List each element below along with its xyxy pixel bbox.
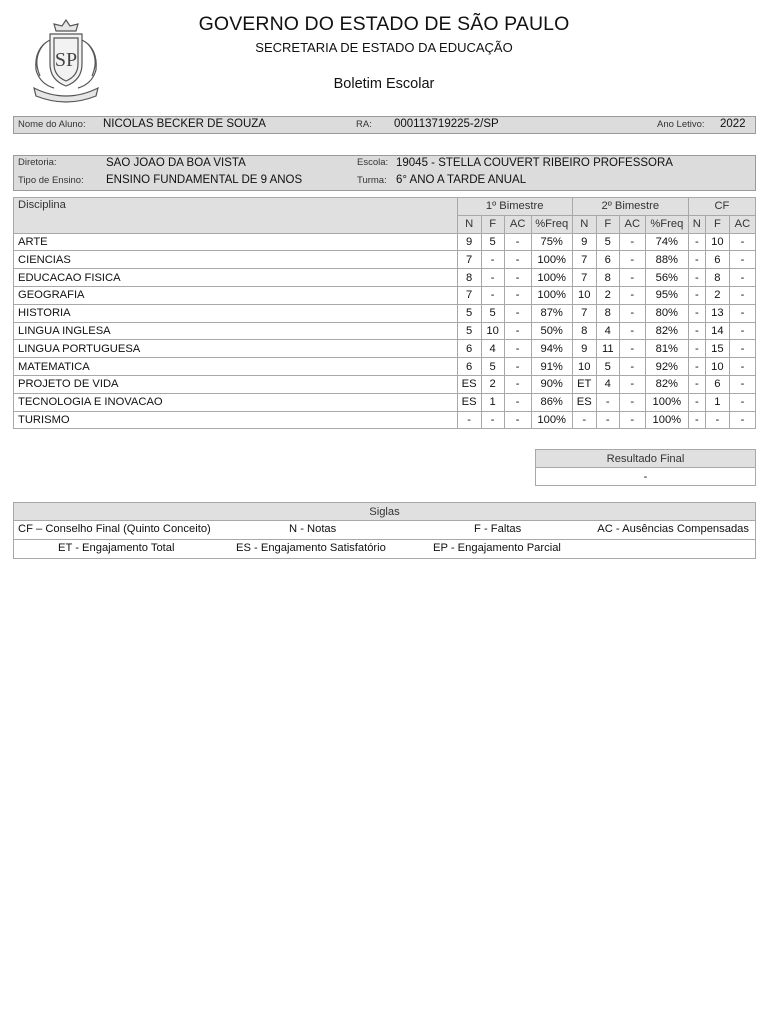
grade-cell: 100% [645,393,688,411]
grade-cell: 8 [457,269,481,287]
grade-cell: - [729,233,755,251]
subject-name: TURISMO [14,411,458,429]
grade-cell: - [504,304,531,322]
grade-cell: 100% [531,411,572,429]
final-result-label: Resultado Final [536,450,756,468]
grade-cell: 95% [645,286,688,304]
table-row [14,269,756,287]
grade-cell: 9 [572,340,596,358]
year-value: 2022 [720,118,746,130]
grade-cell: - [504,375,531,393]
grade-cell: 15 [705,340,729,358]
grade-cell: - [729,322,755,340]
sub-header-cell: AC [619,215,645,233]
ra-label: RA: [356,119,372,130]
grade-cell: - [729,286,755,304]
grade-cell: - [619,322,645,340]
grade-cell: - [619,358,645,376]
siglas-legend [13,502,756,559]
grade-cell: - [705,411,729,429]
grade-cell: 7 [572,269,596,287]
grade-cell: 6 [457,340,481,358]
sigla-cf: CF – Conselho Final (Quinto Conceito) [18,523,211,535]
grade-cell: 75% [531,233,572,251]
school-info-box [13,155,756,191]
escola-label: Escola: [357,157,389,168]
grade-cell: - [619,304,645,322]
grade-cell: - [504,411,531,429]
grade-cell: - [688,233,705,251]
grade-cell: - [572,411,596,429]
grade-cell: 5 [481,233,504,251]
document-title: Boletim Escolar [333,76,435,92]
subject-name: ARTE [14,233,458,251]
student-info-bar [13,116,756,134]
grade-cell: ES [572,393,596,411]
bimestre-2-header: 2º Bimestre [572,198,688,216]
grade-cell: 11 [596,340,619,358]
subject-name: LINGUA INGLESA [14,322,458,340]
grade-cell: - [688,251,705,269]
grade-cell: - [688,269,705,287]
grade-cell: - [688,322,705,340]
turma-label: Turma: [357,175,387,186]
grade-cell: 90% [531,375,572,393]
grade-cell: - [619,340,645,358]
government-title: GOVERNO DO ESTADO DE SÃO PAULO [198,13,570,35]
grade-cell: 6 [705,251,729,269]
grade-cell: 86% [531,393,572,411]
grade-cell: 6 [596,251,619,269]
grade-cell: - [688,286,705,304]
subject-name: LINGUA PORTUGUESA [14,340,458,358]
table-row [14,375,756,393]
subject-name: EDUCACAO FISICA [14,269,458,287]
grade-cell: 94% [531,340,572,358]
grade-cell: 80% [645,304,688,322]
ra-value: 000113719225-2/SP [394,118,499,130]
grade-cell: - [688,304,705,322]
grade-cell: - [729,251,755,269]
grade-cell: 5 [481,358,504,376]
grade-cell: 100% [531,269,572,287]
grade-cell: - [729,358,755,376]
subject-name: PROJETO DE VIDA [14,375,458,393]
grade-cell: - [619,375,645,393]
grade-cell: 2 [481,375,504,393]
student-name-label: Nome do Aluno: [18,119,86,130]
table-row [14,233,756,251]
diretoria-value: SAO JOAO DA BOA VISTA [106,157,246,169]
turma-value: 6° ANO A TARDE ANUAL [396,174,527,186]
cf-header: CF [688,198,755,216]
sub-header-cell: %Freq [645,215,688,233]
grade-cell: 2 [596,286,619,304]
grade-cell: - [504,233,531,251]
grade-cell: - [619,393,645,411]
grade-cell: 4 [596,322,619,340]
grade-cell: 100% [531,286,572,304]
subject-name: TECNOLOGIA E INOVACAO [14,393,458,411]
grade-cell: 92% [645,358,688,376]
student-name: NICOLAS BECKER DE SOUZA [103,118,266,130]
grade-cell: 100% [531,251,572,269]
grade-cell: - [596,411,619,429]
grade-cell: 5 [457,322,481,340]
tipo-ensino-label: Tipo de Ensino: [18,175,84,186]
table-row [14,322,756,340]
grade-cell: - [481,411,504,429]
subject-name: HISTORIA [14,304,458,322]
grade-cell: - [596,393,619,411]
sub-header-cell: %Freq [531,215,572,233]
grade-cell: ET [572,375,596,393]
sub-header-cell: N [572,215,596,233]
grade-cell: 2 [705,286,729,304]
grade-cell: 10 [572,358,596,376]
grade-cell: 7 [572,251,596,269]
sigla-ep: EP - Engajamento Parcial [433,542,561,554]
siglas-title: Siglas [14,503,756,521]
grade-cell: 6 [705,375,729,393]
table-row [14,340,756,358]
grade-cell: 82% [645,375,688,393]
sub-header-cell: N [688,215,705,233]
table-row [14,251,756,269]
tipo-ensino-value: ENSINO FUNDAMENTAL DE 9 ANOS [106,174,303,186]
table-row [14,393,756,411]
grade-cell: - [729,269,755,287]
grade-cell: 5 [596,358,619,376]
grade-cell: 56% [645,269,688,287]
grade-cell: - [619,286,645,304]
sigla-n: N - Notas [289,523,337,535]
grade-cell: 50% [531,322,572,340]
subject-name: MATEMATICA [14,358,458,376]
grade-cell: 10 [705,358,729,376]
grade-cell: - [619,251,645,269]
grade-cell: 9 [572,233,596,251]
sub-header-cell: F [596,215,619,233]
grade-cell: 13 [705,304,729,322]
grade-cell: 10 [481,322,504,340]
grade-cell: 7 [457,286,481,304]
grade-cell: 5 [457,304,481,322]
subject-name: CIENCIAS [14,251,458,269]
diretoria-label: Diretoria: [18,157,57,168]
bimestre-1-header: 1º Bimestre [457,198,572,216]
sigla-f: F - Faltas [474,523,522,535]
grade-cell: - [504,358,531,376]
grade-cell: - [504,286,531,304]
grade-cell: - [481,251,504,269]
table-row [14,304,756,322]
grade-cell: 82% [645,322,688,340]
grade-cell: - [481,286,504,304]
year-label: Ano Letivo: [657,119,705,130]
grade-cell: 10 [572,286,596,304]
grade-cell: 9 [457,233,481,251]
svg-text:SP: SP [54,49,78,71]
sub-header-cell: N [457,215,481,233]
sigla-ac: AC - Ausências Compensadas [597,523,749,535]
grade-cell: - [729,304,755,322]
grade-cell: - [688,358,705,376]
grade-cell: 4 [481,340,504,358]
grade-cell: 74% [645,233,688,251]
table-row [14,358,756,376]
grade-cell: 8 [572,322,596,340]
grade-cell: - [688,375,705,393]
secretariat-subtitle: SECRETARIA DE ESTADO DA EDUCAÇÃO [255,40,513,55]
grade-cell: - [688,340,705,358]
grade-cell: 91% [531,358,572,376]
grade-cell: 7 [572,304,596,322]
grade-cell: - [504,322,531,340]
grade-cell: 6 [457,358,481,376]
sub-header-cell: AC [729,215,755,233]
grade-cell: 88% [645,251,688,269]
escola-value: 19045 - STELLA COUVERT RIBEIRO PROFESSORA [396,157,673,169]
subject-name: GEOGRAFIA [14,286,458,304]
grade-cell: ES [457,375,481,393]
table-row [14,411,756,429]
grade-cell: 100% [645,411,688,429]
sigla-es: ES - Engajamento Satisfatório [236,542,386,554]
grade-cell: - [504,251,531,269]
grade-cell: - [504,269,531,287]
grade-cell: 1 [481,393,504,411]
grade-cell: 1 [705,393,729,411]
final-result-table [535,449,756,486]
grade-cell: 5 [481,304,504,322]
grade-cell: 5 [596,233,619,251]
grade-cell: - [504,393,531,411]
sub-header-cell: F [481,215,504,233]
grade-cell: - [619,233,645,251]
grade-cell: 81% [645,340,688,358]
grade-cell: - [619,269,645,287]
grade-cell: ES [457,393,481,411]
grade-cell: 4 [596,375,619,393]
grade-cell: 7 [457,251,481,269]
grades-table [13,197,756,429]
sub-header-cell: AC [504,215,531,233]
grade-cell: 8 [596,304,619,322]
grade-cell: - [729,411,755,429]
grade-cell: 8 [596,269,619,287]
final-result-value: - [536,468,756,486]
grade-cell: 10 [705,233,729,251]
grade-cell: - [457,411,481,429]
grade-cell: - [481,269,504,287]
table-row [14,286,756,304]
grade-cell: - [688,411,705,429]
sub-header-cell: F [705,215,729,233]
grade-cell: - [729,375,755,393]
grade-cell: - [619,411,645,429]
grade-cell: - [504,340,531,358]
grade-cell: - [729,340,755,358]
grade-cell: 8 [705,269,729,287]
grade-cell: 87% [531,304,572,322]
disciplina-header: Disciplina [14,198,458,234]
grade-cell: - [729,393,755,411]
sigla-et: ET - Engajamento Total [58,542,175,554]
grade-cell: - [688,393,705,411]
grade-cell: 14 [705,322,729,340]
